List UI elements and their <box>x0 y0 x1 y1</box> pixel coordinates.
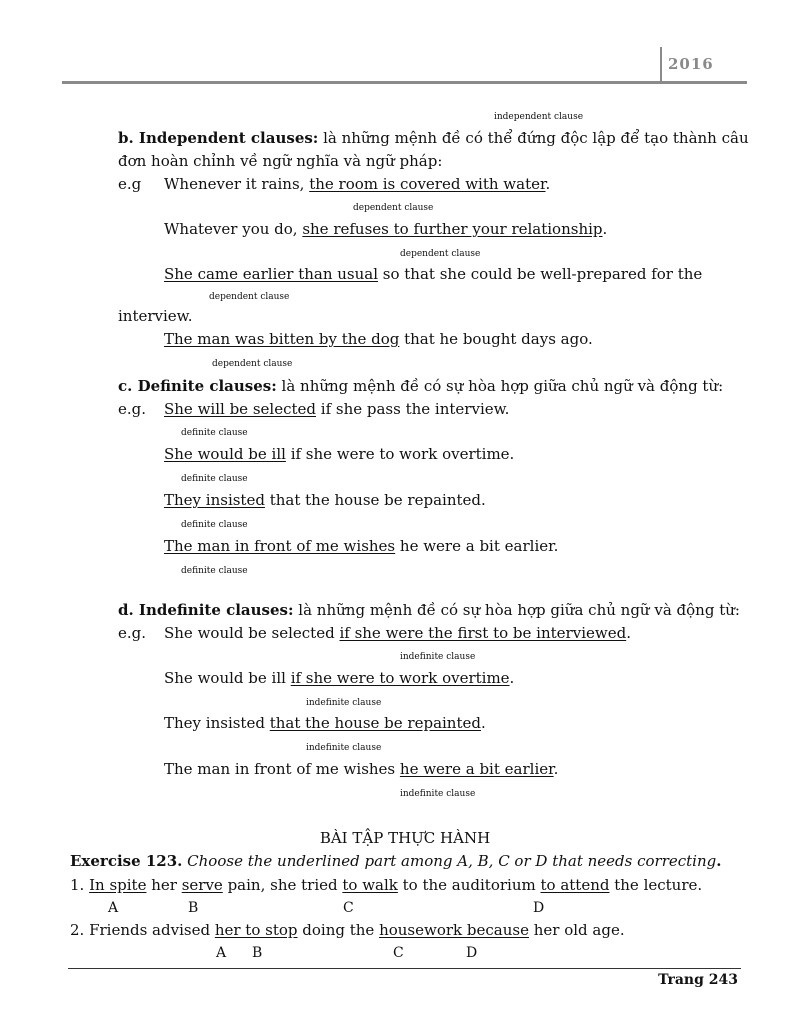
section-b-title: b. Independent clauses: <box>118 129 319 147</box>
section-d-heading <box>118 600 740 620</box>
clause-label: indefinite clause <box>400 652 476 662</box>
header-rule <box>62 81 747 84</box>
example-sentence: The man was bitten by the dog that he bought days ago. <box>164 330 593 348</box>
footer-rule <box>68 968 741 969</box>
clause-label: definite clause <box>181 566 248 576</box>
option-letter: D <box>466 945 478 961</box>
option-letter: B <box>252 945 263 961</box>
header-divider-vertical <box>660 47 662 81</box>
clause-label: indefinite clause <box>306 698 382 708</box>
clause-label: definite clause <box>181 474 248 484</box>
option-letter: D <box>533 900 545 916</box>
example-sentence: She came earlier than usual so that she could be well-prepared for the <box>164 265 703 283</box>
option-letter: A <box>216 945 227 961</box>
question-2: 2. Friends advised her to stop doing the housework because her old age. <box>70 921 625 939</box>
example-sentence: She will be selected if she pass the interview. <box>164 400 510 418</box>
clause-label: dependent clause <box>209 292 290 302</box>
section-b-desc-cont: đơn hoàn chỉnh về ngữ nghĩa và ngữ pháp: <box>118 152 443 170</box>
exercise-title-line: Exercise 123. Choose the underlined part among A, B, C or D that needs correcting. <box>70 852 722 870</box>
clause-label: definite clause <box>181 520 248 530</box>
section-c-title: c. Definite clauses: <box>118 377 277 395</box>
section-b-heading <box>118 128 749 148</box>
example-sentence: She would be selected if she were the first to be interviewed. <box>164 624 631 642</box>
example-sentence: She would be ill if she were to work overtime. <box>164 445 515 463</box>
eg-label: e.g. <box>118 400 147 418</box>
example-sentence-cont: interview. <box>118 307 193 325</box>
example-sentence: The man in front of me wishes he were a bit earlier. <box>164 760 559 778</box>
clause-label: indefinite clause <box>400 789 476 799</box>
example-sentence: Whatever you do, she refuses to further your relationship. <box>164 220 608 238</box>
option-letter: B <box>188 900 199 916</box>
eg-label: e.g <box>118 175 142 193</box>
example-sentence: The man in front of me wishes he were a bit earlier. <box>164 537 559 555</box>
question-1: 1. In spite her serve pain, she tried to walk to the auditorium to attend the lecture. <box>70 876 703 894</box>
exercise-heading: BÀI TẬP THỰC HÀNH <box>319 829 491 847</box>
eg-label: e.g. <box>118 624 147 642</box>
exercise-instruction: Choose the underlined part among A, B, C or D that needs correcting <box>182 852 717 870</box>
section-d-desc: là những mệnh đề có sự hòa hợp giữa chủ ngữ và động từ: <box>293 601 740 619</box>
clause-label: dependent clause <box>353 203 434 213</box>
section-c-desc: là những mệnh đề có sự hòa hợp giữa chủ ngữ và động từ: <box>276 377 724 395</box>
clause-label: definite clause <box>181 428 248 438</box>
clause-label: independent clause <box>494 112 584 122</box>
option-letter: A <box>108 900 119 916</box>
clause-label: dependent clause <box>400 249 481 259</box>
page-number: Trang 243 <box>658 972 738 988</box>
example-sentence: They insisted that the house be repainted. <box>164 714 486 732</box>
example-sentence: They insisted that the house be repainted. <box>164 491 486 509</box>
example-sentence: She would be ill if she were to work overtime. <box>164 669 515 687</box>
clause-label: indefinite clause <box>306 743 382 753</box>
header-year: 2016 <box>668 55 714 73</box>
section-d-title: d. Indefinite clauses: <box>118 601 294 619</box>
example-sentence: Whenever it rains, the room is covered with water. <box>164 175 551 193</box>
section-c-heading <box>118 376 723 396</box>
section-b-desc: là những mệnh đề có thể đứng độc lập để tạo thành câu <box>318 129 749 147</box>
exercise-title: Exercise 123. <box>70 852 183 870</box>
option-letter: C <box>343 900 354 916</box>
clause-label: dependent clause <box>212 359 293 369</box>
option-letter: C <box>393 945 404 961</box>
